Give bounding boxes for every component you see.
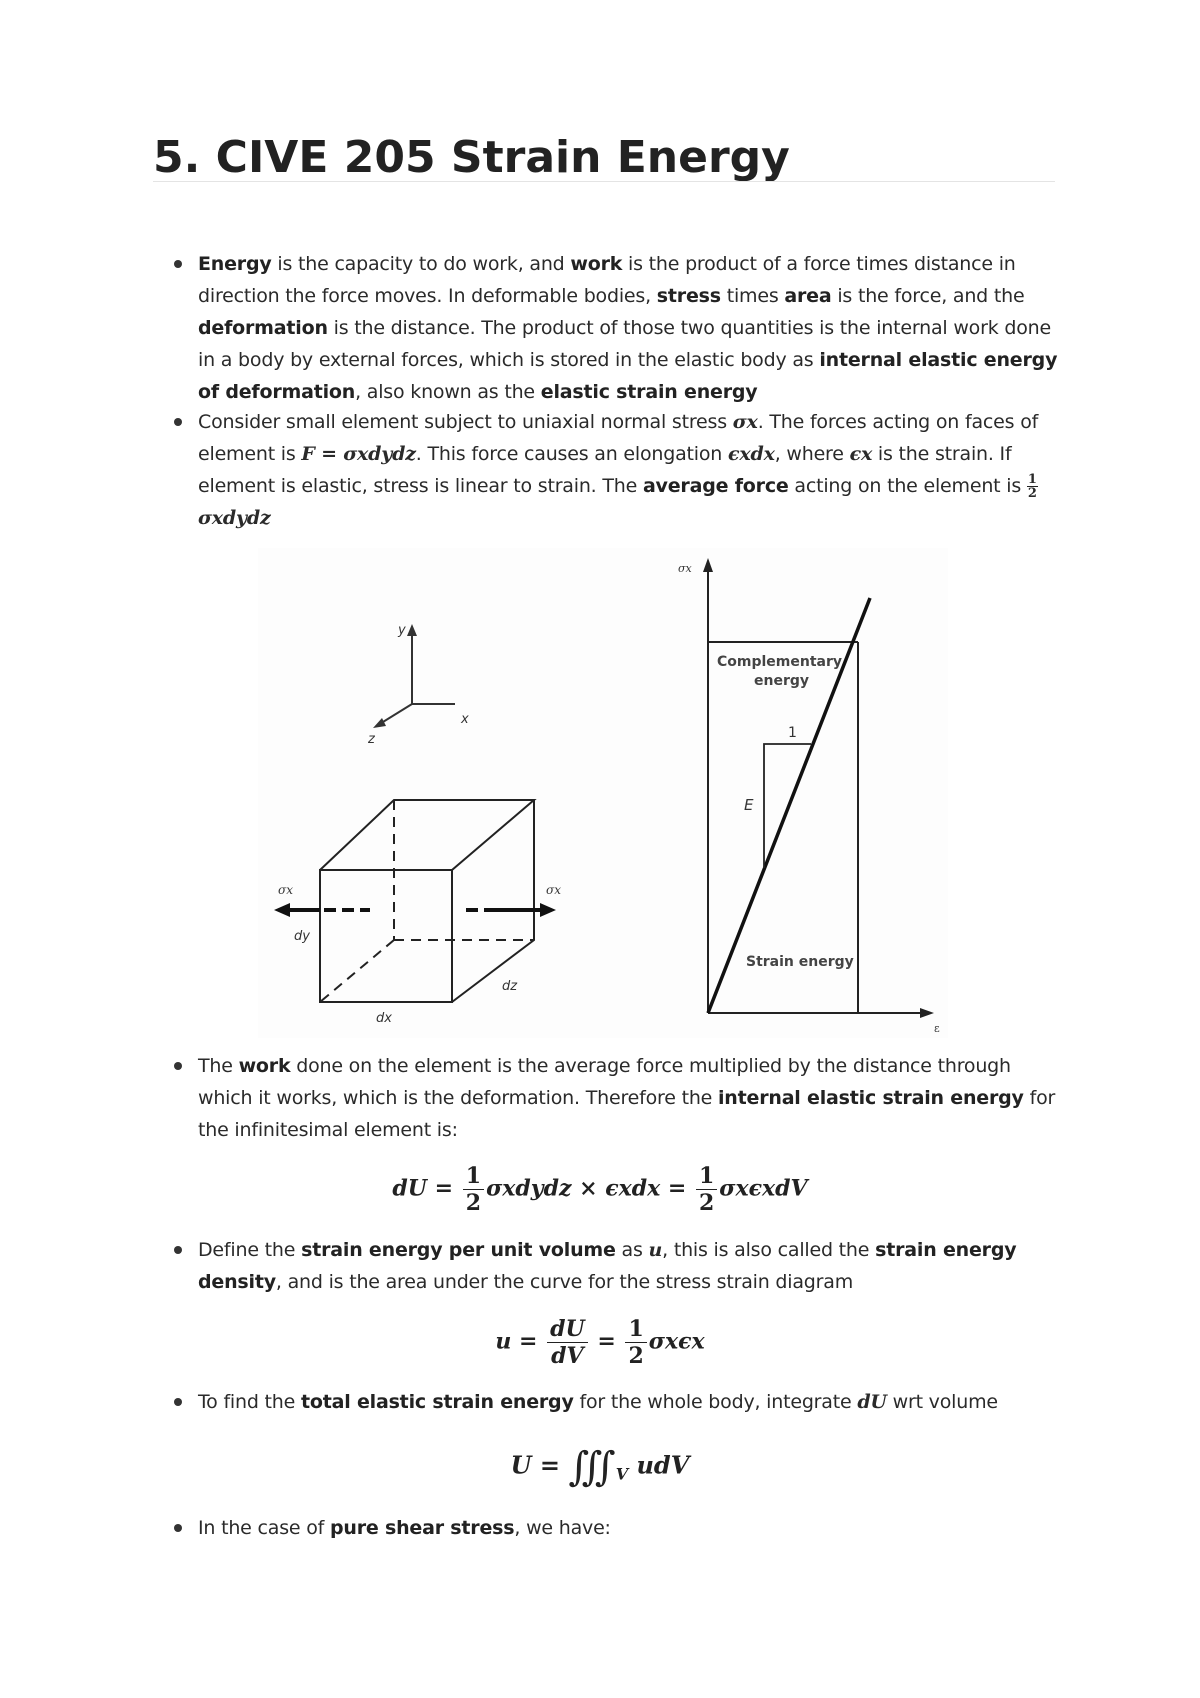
eq-fraction: $\frac{1}{2}$ <box>625 1316 646 1369</box>
math-half: $\frac{1}{2}$ <box>1027 472 1037 501</box>
eq-fraction: $\frac{1}{2}$ <box>696 1163 717 1216</box>
text: is the strain. If element is elastic, stress is linear to strain. The <box>198 443 1012 497</box>
triple-integral-symbol: ∭ <box>568 1444 616 1490</box>
slope-one-label: 1 <box>788 725 797 741</box>
eq-rhs: σxϵx <box>648 1328 705 1355</box>
text: The <box>198 1055 239 1077</box>
bullet-dot <box>174 1524 182 1532</box>
equation-u <box>0 1316 1200 1369</box>
term-stress: stress <box>656 285 721 307</box>
term-pure-shear-stress: pure shear stress <box>329 1517 515 1539</box>
term-work: work <box>570 253 623 275</box>
bullet-dot <box>174 260 182 268</box>
graph-x-label: ε <box>934 1022 940 1035</box>
text: done on the element is the average force multiplied by the distance through which it works, which is the deformation. Therefore the <box>198 1055 1011 1109</box>
text: wrt volume <box>886 1391 998 1413</box>
dx-label: dx <box>376 1011 392 1026</box>
math-u: u <box>648 1239 663 1261</box>
text: . This force causes an elongation <box>415 443 728 465</box>
dz-label: dz <box>502 979 518 994</box>
text: acting on the element is <box>788 475 1027 497</box>
strain-energy-label: Strain energy <box>746 954 854 970</box>
sigma-left-label: σx <box>278 883 293 897</box>
eq-lhs: u = <box>495 1328 538 1355</box>
text: , where <box>774 443 850 465</box>
term-total-elastic-strain-energy: total elastic strain energy <box>300 1391 574 1413</box>
text: . The forces acting on faces of element is <box>198 411 1039 465</box>
eq-lhs: U = <box>510 1450 561 1480</box>
eq-lhs: dU = <box>392 1175 454 1202</box>
eq-fraction: $\frac{1}{2}$ <box>463 1163 484 1216</box>
dy-label: dy <box>294 929 310 944</box>
text: as <box>615 1239 649 1261</box>
text: is the capacity to do work, and <box>271 253 571 275</box>
term-area: area <box>784 285 832 307</box>
math-elongation: ϵxdx <box>727 443 775 465</box>
eq-middle: σxdydz × ϵxdx = <box>486 1175 687 1202</box>
title-divider <box>153 181 1055 182</box>
bullet-dot <box>174 1062 182 1070</box>
text: times <box>720 285 785 307</box>
axis-z-label: z <box>368 732 375 747</box>
term-internal-elastic-energy: internal elastic energy of deformation <box>198 349 1058 403</box>
text: is the distance. The product of those two quantities is the internal work done in a body by external forces, which is stored in the elastic body as <box>198 317 1051 371</box>
text: In the case of <box>198 1517 330 1539</box>
term-strain-energy-per-unit-volume: strain energy per unit volume <box>301 1239 616 1261</box>
equation-U <box>0 1444 1200 1490</box>
page-title: 5. CIVE 205 Strain Energy <box>153 132 790 183</box>
term-energy: Energy <box>198 253 272 275</box>
text: To find the <box>198 1391 301 1413</box>
eq-rhs: udV <box>636 1450 690 1480</box>
math-force: F = σxdydz <box>301 443 416 465</box>
math-dU: dU <box>857 1391 887 1413</box>
term-work: work <box>238 1055 291 1077</box>
eq-equals: = <box>597 1328 616 1355</box>
axis-y-label: y <box>398 623 406 638</box>
bullet-dot <box>174 1246 182 1254</box>
axis-x-label: x <box>461 712 469 727</box>
text: , we have: <box>514 1517 611 1539</box>
term-strain-energy-density: strain energy density <box>198 1239 1017 1293</box>
list-item <box>198 1050 1058 1146</box>
strain-energy-figure <box>258 548 948 1038</box>
complementary-label-line2: energy <box>754 673 810 689</box>
complementary-label-line1: Complementary <box>717 654 843 670</box>
slope-e-label: E <box>744 796 754 814</box>
term-average-force: average force <box>642 475 789 497</box>
text: for the whole body, integrate <box>573 1391 858 1413</box>
text: , and is the area under the curve for the stress strain diagram <box>275 1271 854 1293</box>
sigma-right-label: σx <box>546 883 561 897</box>
term-internal-strain-energy: internal elastic strain energy <box>717 1087 1024 1109</box>
list-item <box>198 1234 1058 1298</box>
eq-rhs: σxϵxdV <box>719 1175 808 1202</box>
eq-subscript: V <box>615 1464 629 1484</box>
eq-fraction: $\frac{dU}{dV}$ <box>547 1316 588 1369</box>
text: is the force, and the <box>831 285 1025 307</box>
math-sigma-x: σx <box>732 411 758 433</box>
bullet-dot <box>174 1398 182 1406</box>
text: for the infinitesimal element is: <box>198 1087 1056 1141</box>
math-average-force: σxdydz <box>198 507 271 529</box>
text: , this is also called the <box>662 1239 876 1261</box>
equation-dU <box>0 1163 1200 1216</box>
text: , also known as the <box>355 381 541 403</box>
text: Define the <box>198 1239 302 1261</box>
term-deformation: deformation <box>198 317 328 339</box>
graph-y-label: σx <box>678 562 692 575</box>
list-item <box>198 1512 1058 1544</box>
text: Consider small element subject to uniaxial normal stress <box>198 411 733 433</box>
term-elastic-strain-energy: elastic strain energy <box>540 381 758 403</box>
list-item <box>198 248 1058 408</box>
math-strain: ϵx <box>849 443 873 465</box>
list-item <box>198 406 1058 534</box>
text: is the product of a force times distance in direction the force moves. In deformable bodies, <box>198 253 1016 307</box>
bullet-dot <box>174 418 182 426</box>
list-item <box>198 1386 1058 1418</box>
